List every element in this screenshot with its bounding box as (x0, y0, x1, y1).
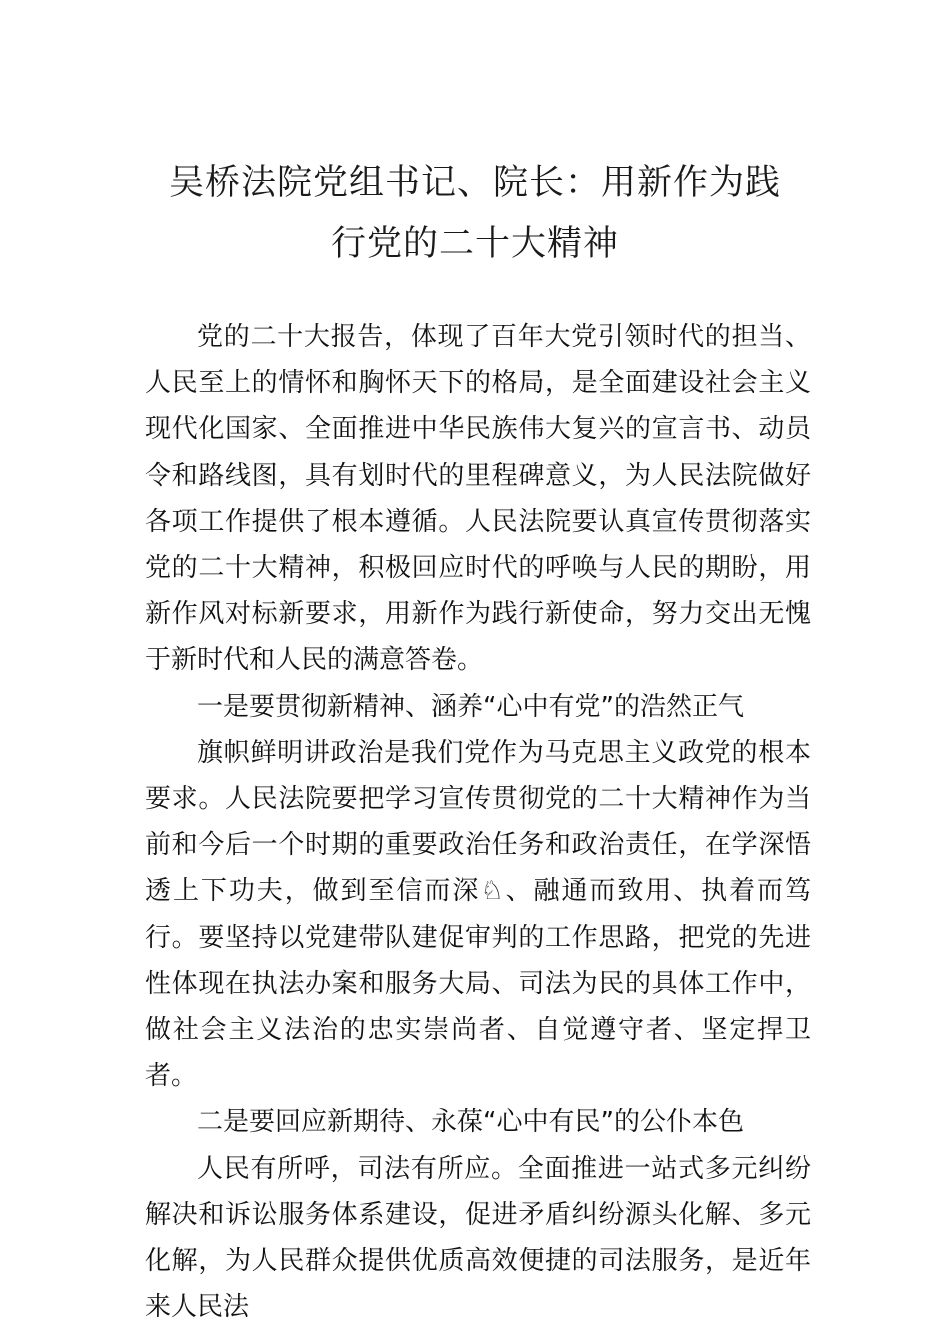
document-title-line-2: 行党的二十大精神 (330, 224, 619, 264)
section-heading-2: 二是要回应新期待、永葆“心中有民”的公仆本色 (197, 1107, 744, 1138)
paragraph-section-2: 人民有所呼，司法有所应。全面推进一站式多元纠纷解决和诉讼服务体系建设，促进矛盾纠纷源头化解、多元化解，为人民群众提供优质高效便捷的司法服务，是近年来人民法 (145, 1153, 811, 1323)
section-heading-1: 一是要贯彻新精神、涵养“心中有党”的浩然正气 (197, 691, 744, 722)
document-body (145, 314, 811, 1330)
document-title-line-1: 吴桥法院党组书记、院长：用新作为践 (168, 163, 781, 203)
paragraph-section-1: 旗帜鲜明讲政治是我们党作为马克思主义政党的根本要求。人民法院要把学习宣传贯彻党的二十大精神作为当前和今后一个时期的重要政治任务和政治责任，在学深悟透上下功夫，做到至信而深♘、融通而致用、执着而笃行。要坚持以党建带队建促审判的工作思路，把党的先进性体现在执法办案和服务大局、司法为民的具体工作中，做社会主义法治的忠实崇尚者、自觉遵守者、坚定捍卫者。 (145, 737, 811, 1092)
paragraph-intro: 党的二十大报告，体现了百年大党引领时代的担当、人民至上的情怀和胸怀天下的格局，是全面建设社会主义现代化国家、全面推进中华民族伟大复兴的宣言书、动员令和路线图，具有划时代的里程碑意义，为人民法院做好各项工作提供了根本遵循。人民法院要认真宣传贯彻落实党的二十大精神，积极回应时代的呼唤与人民的期盼，用新作风对标新要求，用新作为践行新使命，努力交出无愧于新时代和人民的满意答卷。 (145, 322, 811, 676)
